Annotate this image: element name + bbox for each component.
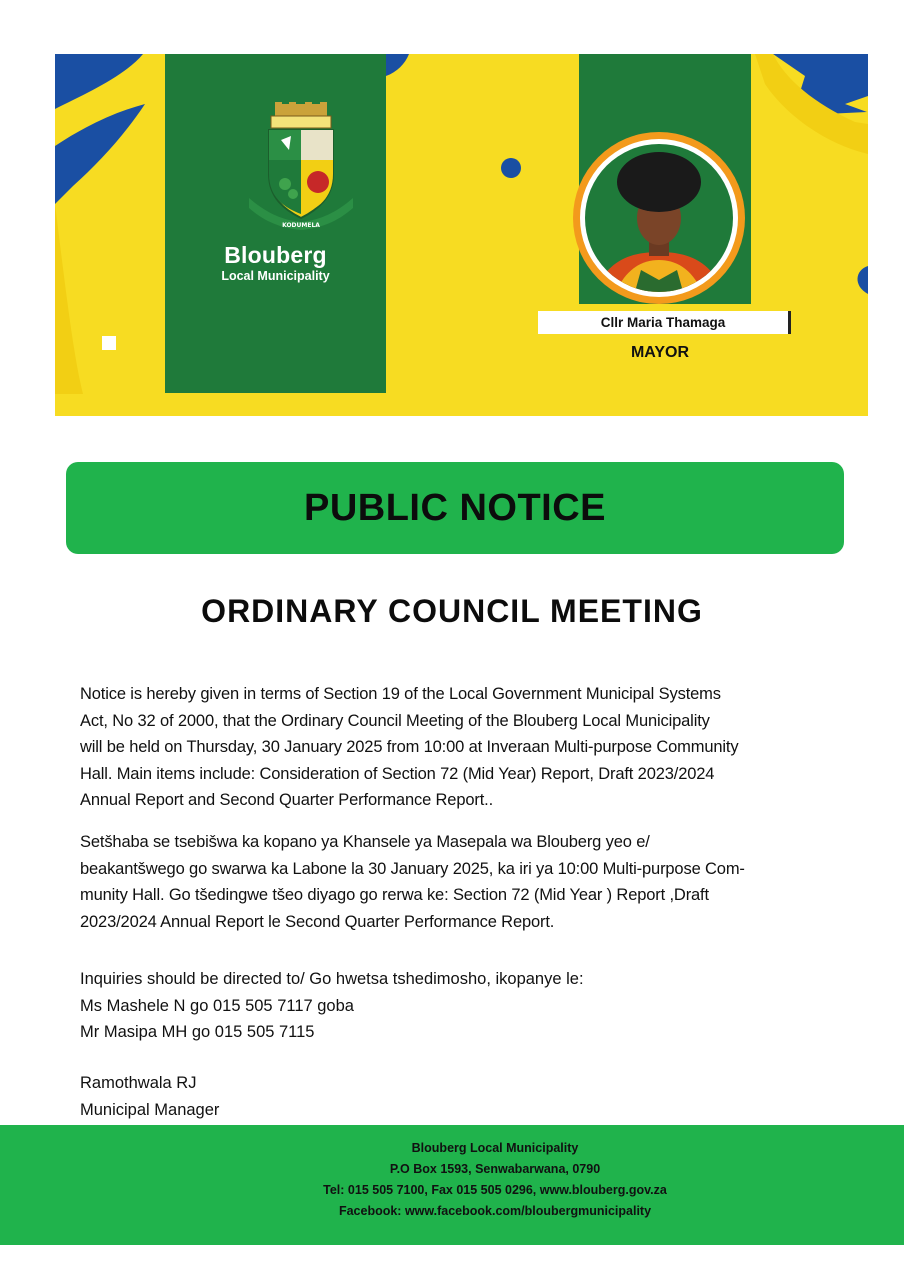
svg-text:KODUMELA: KODUMELA xyxy=(282,222,320,229)
text-line: will be held on Thursday, 30 January 2025 from 10:00 at Inveraan Multi-purpose Community xyxy=(80,738,739,756)
notice-paragraph-english xyxy=(80,681,860,814)
mayor-title: MAYOR xyxy=(630,344,690,361)
municipal-crest-logo xyxy=(245,102,357,232)
municipality-subtitle: Local Municipality xyxy=(221,269,330,283)
contact-masipa: Mr Masipa MH go 015 505 7115 xyxy=(80,1023,315,1041)
header-banner xyxy=(55,54,868,416)
mayor-portrait xyxy=(571,130,747,306)
notice-paragraph-sepedi xyxy=(80,829,860,935)
footer-org: Blouberg Local Municipality xyxy=(411,1141,579,1155)
text-line: Notice is hereby given in terms of Section 19 of the Local Government Municipal Systems xyxy=(80,685,721,703)
public-notice-title: PUBLIC NOTICE xyxy=(303,486,607,529)
inquiries-block xyxy=(80,966,860,1046)
footer-facebook: Facebook: www.facebook.com/bloubergmunicipality xyxy=(338,1204,652,1218)
meeting-heading: ORDINARY COUNCIL MEETING xyxy=(201,593,703,629)
footer xyxy=(0,1125,904,1245)
mayor-name-plate: Cllr Maria Thamaga xyxy=(538,311,791,334)
contact-mashele: Ms Mashele N go 015 505 7117 goba xyxy=(80,996,354,1015)
signatory-position: Municipal Manager xyxy=(80,1100,220,1119)
text-line: munity Hall. Go tšedingwe tšeo diyago go rerwa ke: Section 72 (Mid Year ) Report ,Draft xyxy=(80,886,709,904)
footer-contact: Tel: 015 505 7100, Fax 015 505 0296, www.blouberg.gov.za xyxy=(323,1183,667,1197)
signatory-name: Ramothwala RJ xyxy=(80,1074,197,1092)
logo-panel xyxy=(165,54,386,393)
signatory-block xyxy=(80,1070,860,1123)
public-notice-banner xyxy=(66,462,844,554)
footer-address: P.O Box 1593, Senwabarwana, 0790 xyxy=(389,1162,601,1176)
text-line: 2023/2024 Annual Report le Second Quarter Performance Report. xyxy=(80,912,555,931)
text-line: Act, No 32 of 2000, that the Ordinary Council Meeting of the Blouberg Local Municipality xyxy=(80,711,710,730)
inquiries-heading: Inquiries should be directed to/ Go hwetsa tshedimosho, ikopanye le: xyxy=(80,970,584,988)
text-line: Hall. Main items include: Consideration of Section 72 (Mid Year) Report, Draft 2023/2024 xyxy=(80,764,715,783)
text-line: beakantšwego go swarwa ka Labone la 30 January 2025, ka iri ya 10:00 Multi-purpose Com- xyxy=(80,859,745,878)
text-line: Annual Report and Second Quarter Performance Report.. xyxy=(80,791,494,809)
text-line: Setšhaba se tsebišwa ka kopano ya Khansele ya Masepala wa Blouberg yeo e/ xyxy=(80,833,650,851)
municipality-name: Blouberg xyxy=(224,242,327,268)
